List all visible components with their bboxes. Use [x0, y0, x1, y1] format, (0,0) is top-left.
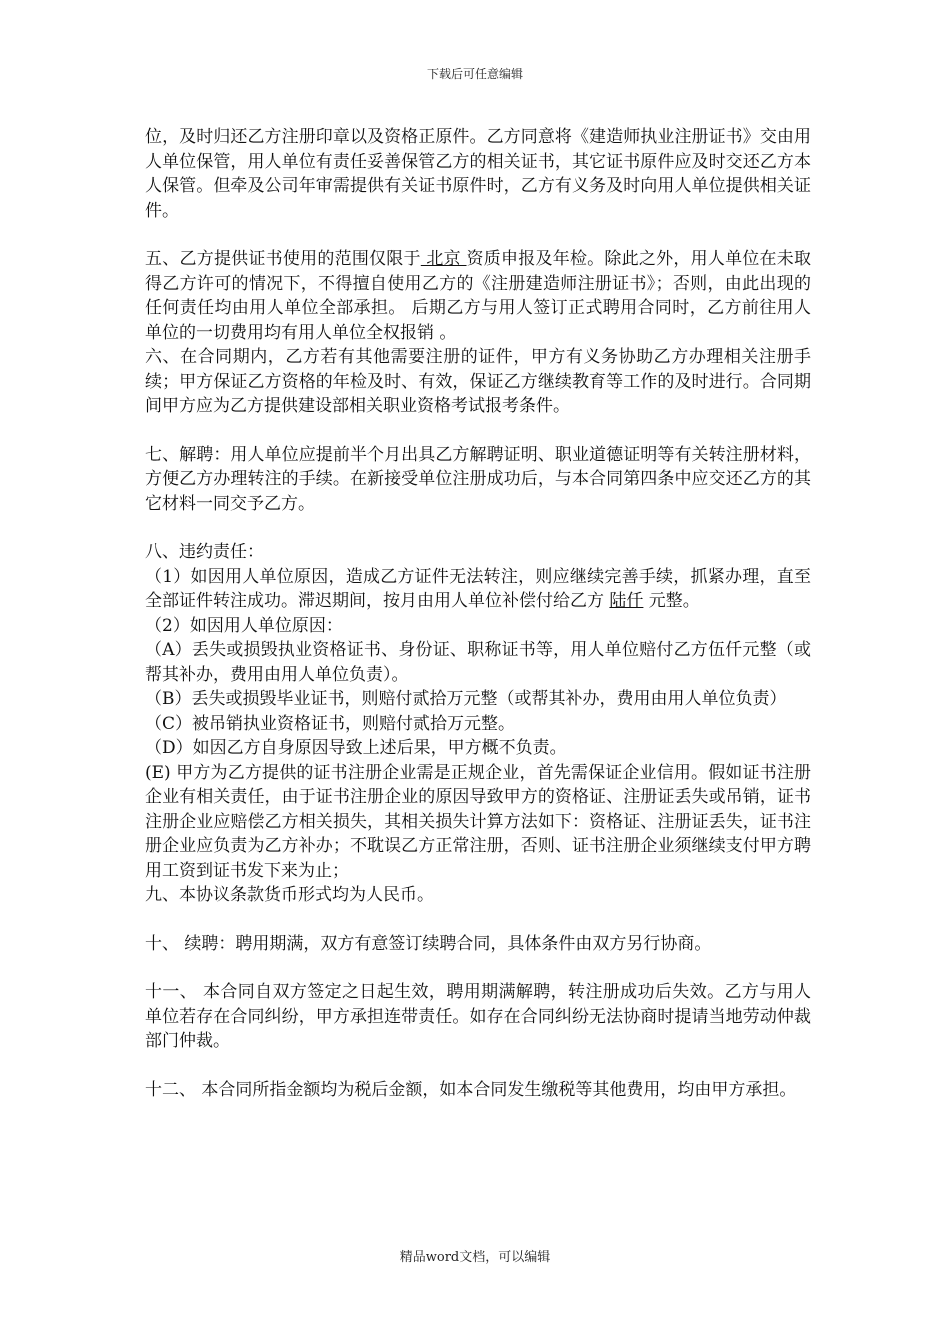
clause-5-location: 北京 [420, 249, 467, 269]
paragraph-gap [145, 908, 811, 932]
clause-8-item-b: （B）丢失或损毁毕业证书，则赔付贰拾万元整（或帮其补办，费用由用人单位负责） [145, 689, 787, 709]
clause-8-item-1 [145, 565, 811, 614]
clause-5 [145, 247, 811, 345]
clause-8-item-c: （C）被吊销执业资格证书，则赔付贰拾万元整。 [145, 713, 516, 734]
clause-8-item-1-text-a: （1）如因用人单位原因，造成乙方证件无法转注，则应继续完善手续，抓紧办理，直至全部证件转注成功。滞迟期间，按月由用人单位补偿付给乙方 [145, 566, 811, 611]
clause-8-item-1-text-b: 元整。 [643, 591, 700, 611]
paragraph-gap [145, 956, 811, 980]
clause-5-text-a: 五、乙方提供证书使用的范围仅限于 [145, 249, 421, 269]
clause-8-item-e: (E) 甲方为乙方提供的证书注册企业需是正规企业，首先需保证企业信用。假如证书注册企业有相关责任，由于证书注册企业的原因导致甲方的资格证、注册证丢失或吊销，证书注册企业应赔偿乙方相关损失，其相关损失计算方法如下：资格证、注册证丢失，证书注册企业应负责为乙方补办；不耽误乙方正常注册，否则、证书注册企业须继续支付甲方聘用工资到证书发下来为止； [145, 762, 811, 881]
clause-8-item-2: （2）如因用人单位原因： [145, 615, 343, 636]
clause-5-text-b: 资质申报及年检。除此之外，用人单位在未取得乙方许可的情况下，不得擅自使用乙方的《注册建造师注册证书》；否则，由此出现的任何责任均由用人单位全部承担。 后期乙方与用人签订正式聘用合同时，乙方前往用人单位的一切费用均有用人单位全权报销 。 [145, 249, 812, 343]
clause-6: 六、在合同期内，乙方若有其他需要注册的证件，甲方有义务协助乙方办理相关注册手续；甲方保证乙方资格的年检及时、有效，保证乙方继续教育等工作的及时进行。合同期间甲方应为乙方提供建设部相关职业资格考试报考条件。 [145, 347, 811, 416]
clause-8-title: 八、违约责任： [145, 542, 264, 562]
clause-9: 九、本协议条款货币形式均为人民币。 [145, 885, 434, 905]
page-header: 下载后可任意编辑 [426, 67, 523, 81]
page-footer: 精品word文档，可以编辑 [399, 1250, 551, 1265]
paragraph-gap [145, 1054, 811, 1078]
paragraph-gap [145, 223, 811, 247]
clause-7: 七、解聘：用人单位应提前半个月出具乙方解聘证明、职业道德证明等有关转注册材料，方便乙方办理转注的手续。在新接受单位注册成功后，与本合同第四条中应交还乙方的其它材料一同交予乙方。 [145, 444, 811, 514]
clause-10: 十、 续聘：聘用期满，双方有意签订续聘合同，具体条件由双方另行协商。 [145, 933, 712, 954]
clause-12: 十二、 本合同所指金额均为税后金额，如本合同发生缴税等其他费用，均由甲方承担。 [145, 1079, 797, 1100]
document-body [145, 125, 811, 1102]
paragraph-gap [145, 516, 811, 540]
clause-8-item-d: （D）如因乙方自身原因导致上述后果，甲方概不负责。 [145, 738, 567, 758]
clause-11: 十一、 本合同自双方签定之日起生效，聘用期满解聘，转注册成功后失效。乙方与用人单位若存在合同纠纷，甲方承担连带责任。如存在合同纠纷无法协商时提请当地劳动仲裁部门仲裁。 [145, 982, 811, 1051]
clause-8-item-1-amount: 陆仟 [609, 591, 644, 611]
paragraph-4-continuation: 位，及时归还乙方注册印章以及资格正原件。乙方同意将《建造师执业注册证书》交由用人单位保管，用人单位有责任妥善保管乙方的相关证书，其它证书原件应及时交还乙方本人保管。但牵及公司年审需提供有关证书原件时，乙方有义务及时向用人单位提供相关证件。 [145, 127, 811, 221]
paragraph-gap [145, 419, 811, 443]
clause-8-item-a: （A）丢失或损毁执业资格证书、身份证、职称证书等，用人单位赔付乙方伍仟元整（或帮其补办，费用由用人单位负责）。 [145, 640, 811, 685]
